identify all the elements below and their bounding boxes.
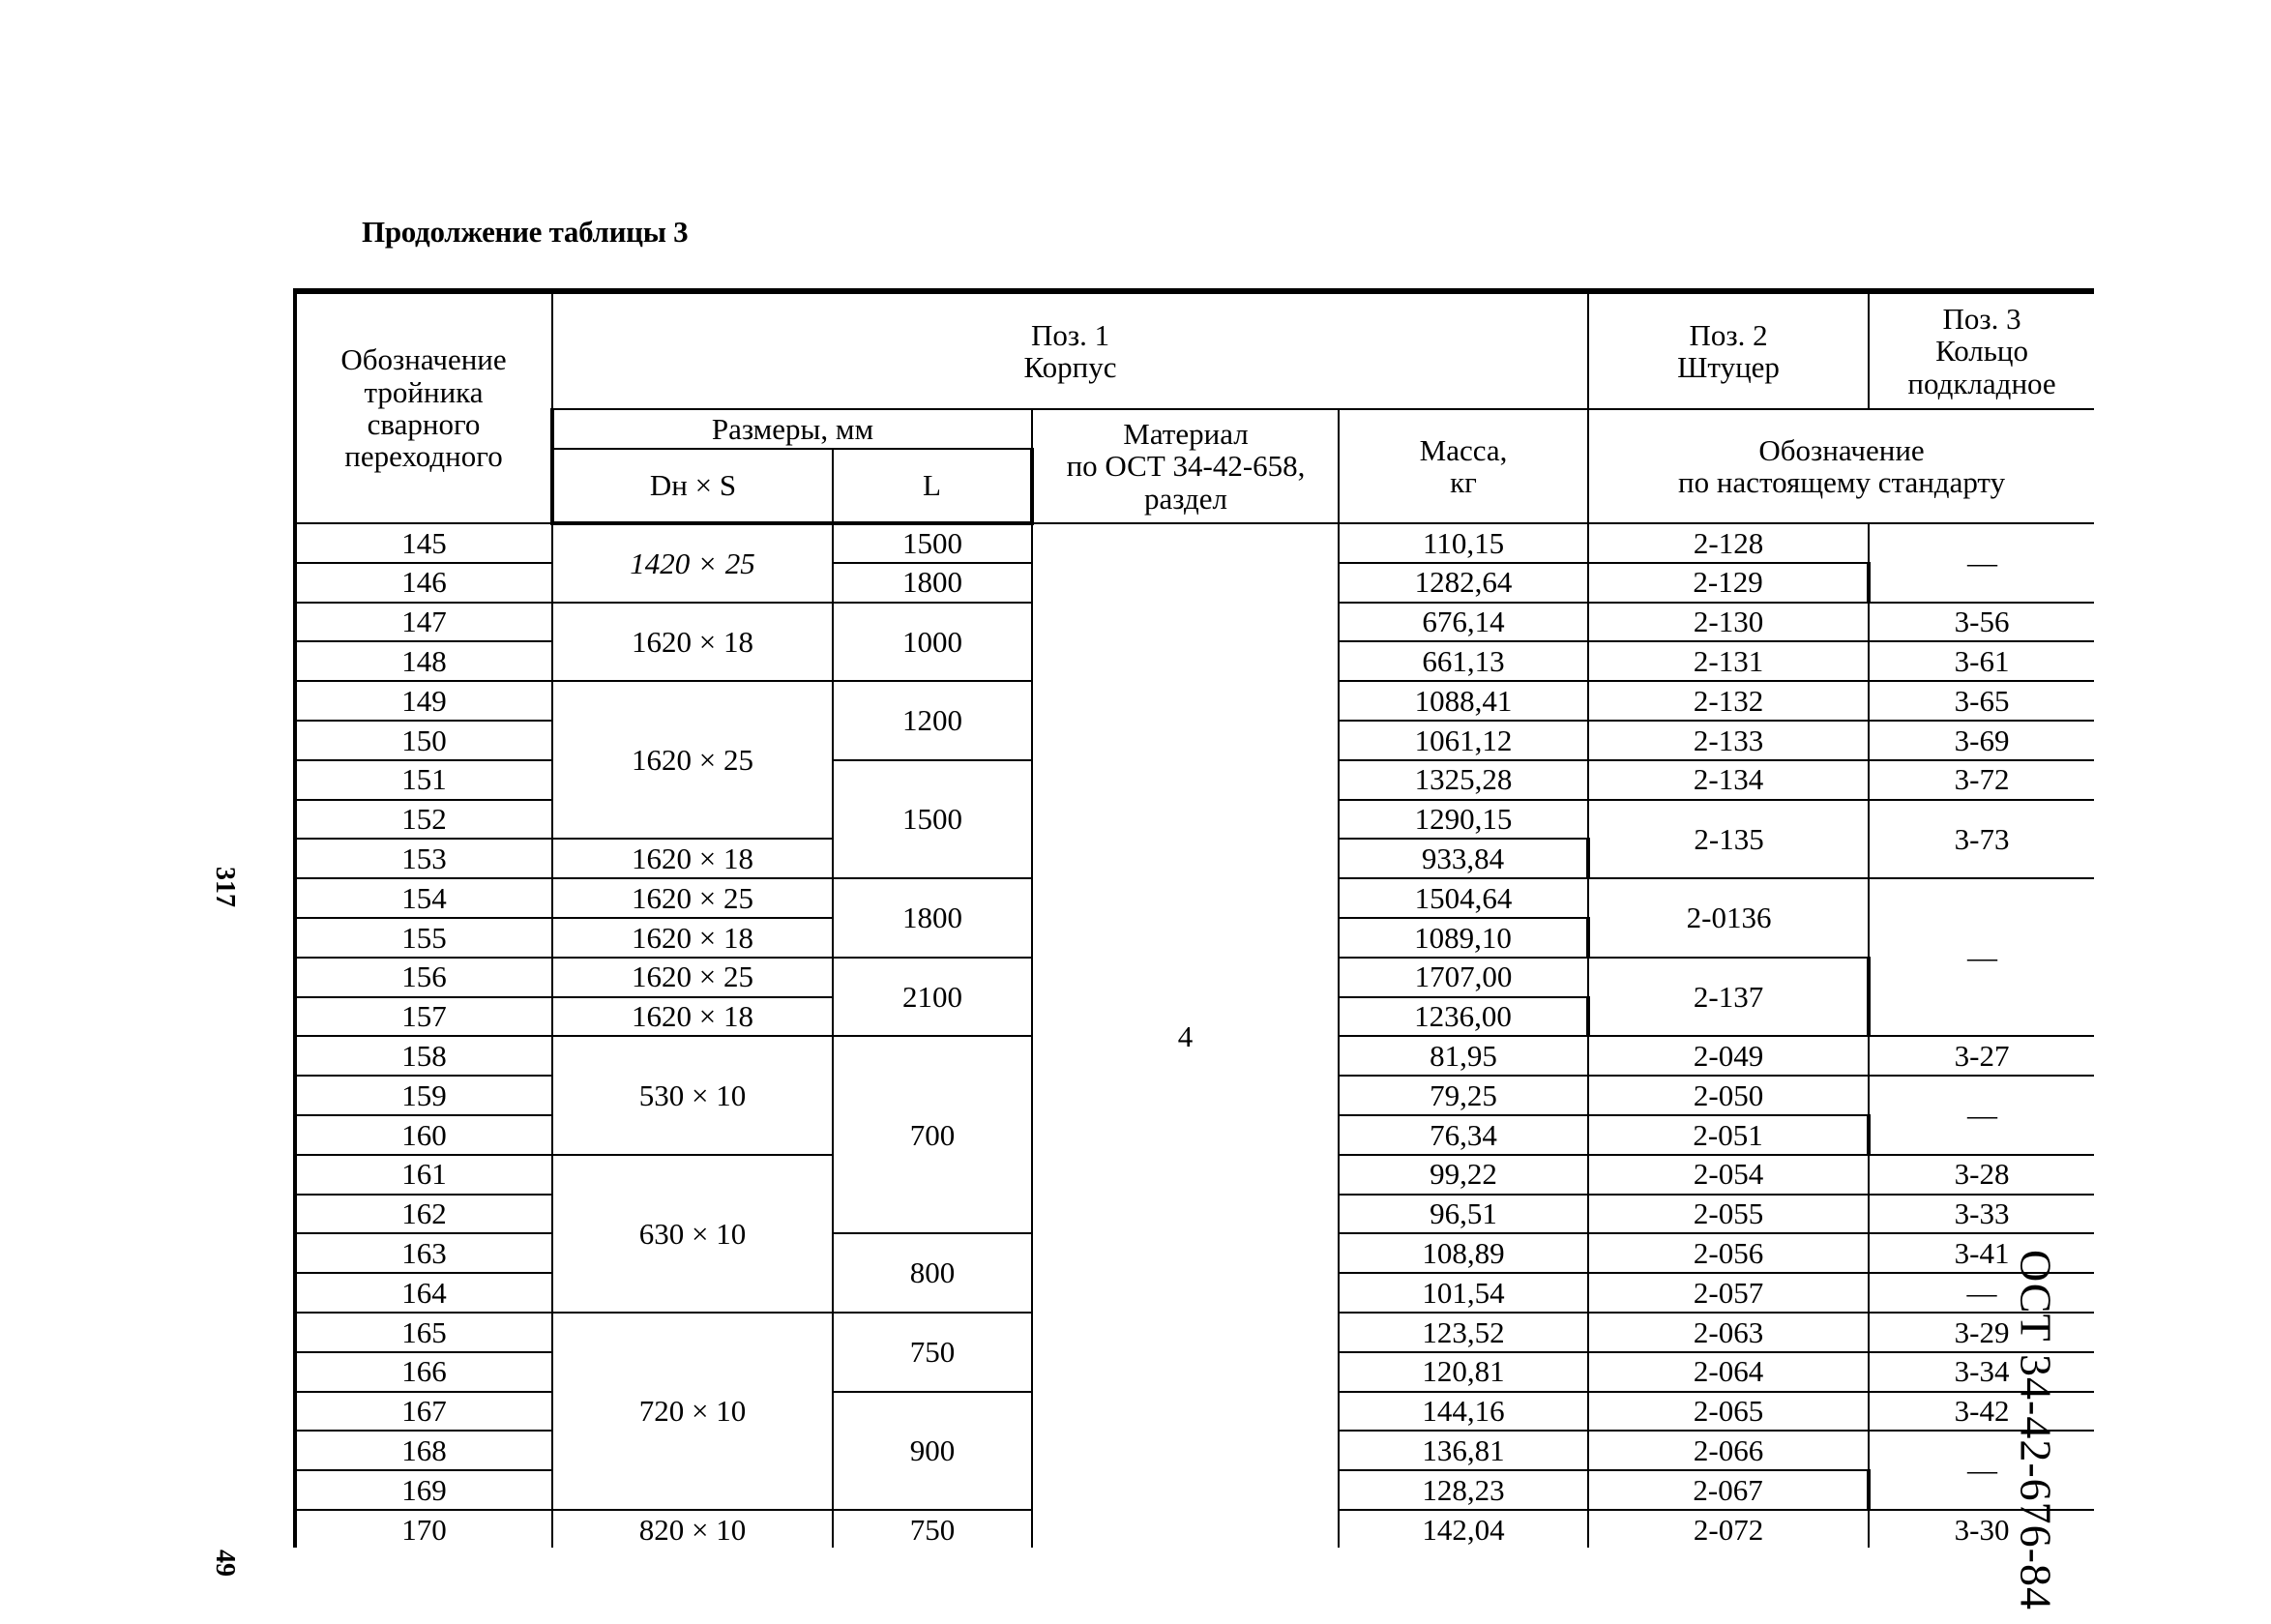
cell-designation: 166 <box>295 1352 552 1392</box>
cell-mass: 76,34 <box>1339 1115 1588 1155</box>
page-number-upper: 317 <box>210 867 240 907</box>
cell-designation: 154 <box>295 878 552 918</box>
cell-pos3: 3-69 <box>1869 721 2094 760</box>
cell-mass: 142,04 <box>1339 1510 1588 1548</box>
header-pos1: Поз. 1 Корпус <box>552 293 1588 409</box>
page-number-lower: 49 <box>210 1550 240 1577</box>
cell-designation: 150 <box>295 721 552 760</box>
cell-pos3: — <box>1869 523 2094 603</box>
cell-pos2: 2-132 <box>1588 681 1869 721</box>
cell-pos3: 3-34 <box>1869 1352 2094 1392</box>
spec-table-container <box>293 288 2094 1548</box>
cell-mass: 96,51 <box>1339 1195 1588 1234</box>
cell-pos2: 2-055 <box>1588 1195 1869 1234</box>
table-caption: Продолжение таблицы 3 <box>362 215 689 249</box>
cell-pos3: 3-30 <box>1869 1510 2094 1548</box>
cell-dn-s: 1620 × 18 <box>552 603 833 682</box>
cell-designation: 165 <box>295 1313 552 1352</box>
cell-pos2: 2-049 <box>1588 1036 1869 1076</box>
cell-pos3: 3-56 <box>1869 603 2094 642</box>
cell-designation: 167 <box>295 1392 552 1432</box>
cell-designation: 161 <box>295 1155 552 1195</box>
cell-dn-s: 1620 × 18 <box>552 839 833 878</box>
cell-mass: 1282,64 <box>1339 563 1588 603</box>
cell-mass: 110,15 <box>1339 523 1588 563</box>
cell-pos2: 2-066 <box>1588 1431 1869 1470</box>
cell-pos3: 3-72 <box>1869 760 2094 800</box>
cell-mass: 1504,64 <box>1339 878 1588 918</box>
cell-mass: 933,84 <box>1339 839 1588 878</box>
cell-mass: 1061,12 <box>1339 721 1588 760</box>
cell-l: 1200 <box>833 681 1032 760</box>
cell-mass: 1088,41 <box>1339 681 1588 721</box>
cell-l: 1500 <box>833 523 1032 563</box>
cell-pos2: 2-051 <box>1588 1115 1869 1155</box>
cell-pos2: 2-137 <box>1588 958 1869 1037</box>
cell-l: 1500 <box>833 760 1032 878</box>
cell-pos3: — <box>1869 1076 2094 1155</box>
cell-dn-s: 1620 × 25 <box>552 681 833 839</box>
cell-pos3: 3-73 <box>1869 800 2094 879</box>
cell-mass: 123,52 <box>1339 1313 1588 1352</box>
cell-mass: 79,25 <box>1339 1076 1588 1115</box>
cell-pos2: 2-064 <box>1588 1352 1869 1392</box>
standard-code: ОСТ 34-42-676-84 <box>2011 1249 2061 1611</box>
cell-designation: 148 <box>295 641 552 681</box>
cell-pos2: 2-128 <box>1588 523 1869 563</box>
cell-l: 2100 <box>833 958 1032 1037</box>
cell-dn-s: 1620 × 25 <box>552 958 833 997</box>
cell-mass: 1236,00 <box>1339 997 1588 1037</box>
cell-l: 900 <box>833 1392 1032 1510</box>
cell-dn-s: 820 × 10 <box>552 1510 833 1548</box>
cell-designation: 158 <box>295 1036 552 1076</box>
cell-l: 1000 <box>833 603 1032 682</box>
cell-mass: 1290,15 <box>1339 800 1588 840</box>
cell-dn-s: 1620 × 18 <box>552 997 833 1037</box>
cell-designation: 149 <box>295 681 552 721</box>
cell-pos3: 3-42 <box>1869 1392 2094 1432</box>
cell-mass: 128,23 <box>1339 1470 1588 1510</box>
cell-designation: 164 <box>295 1273 552 1313</box>
header-std-designation: Обозначение по настоящему стандарту <box>1588 409 2094 523</box>
cell-designation: 168 <box>295 1431 552 1470</box>
cell-pos2: 2-131 <box>1588 641 1869 681</box>
cell-mass: 661,13 <box>1339 641 1588 681</box>
cell-mass: 1325,28 <box>1339 760 1588 800</box>
cell-designation: 170 <box>295 1510 552 1548</box>
cell-mass: 136,81 <box>1339 1431 1588 1470</box>
cell-pos2: 2-133 <box>1588 721 1869 760</box>
cell-designation: 155 <box>295 918 552 958</box>
cell-l: 700 <box>833 1036 1032 1233</box>
header-pos2: Поз. 2 Штуцер <box>1588 293 1869 409</box>
cell-pos2: 2-129 <box>1588 563 1869 603</box>
cell-designation: 163 <box>295 1233 552 1273</box>
cell-pos2: 2-130 <box>1588 603 1869 642</box>
cell-pos3: 3-61 <box>1869 641 2094 681</box>
spec-table <box>293 292 2094 1548</box>
cell-pos3: 3-41 <box>1869 1233 2094 1273</box>
cell-designation: 153 <box>295 839 552 878</box>
cell-mass: 120,81 <box>1339 1352 1588 1392</box>
cell-pos3: 3-28 <box>1869 1155 2094 1195</box>
cell-pos3: 3-65 <box>1869 681 2094 721</box>
cell-pos3: — <box>1869 1431 2094 1510</box>
cell-designation: 145 <box>295 523 552 563</box>
cell-dn-s: 1620 × 18 <box>552 918 833 958</box>
cell-dn-s: 630 × 10 <box>552 1155 833 1313</box>
cell-pos3: — <box>1869 878 2094 1036</box>
header-pos3: Поз. 3 Кольцо подкладное <box>1869 293 2094 409</box>
cell-mass: 101,54 <box>1339 1273 1588 1313</box>
cell-mass: 81,95 <box>1339 1036 1588 1076</box>
cell-dn-s: 1620 × 25 <box>552 878 833 918</box>
header-material: Материал по ОСТ 34-42-658, раздел <box>1032 409 1339 523</box>
cell-l: 800 <box>833 1233 1032 1313</box>
cell-designation: 169 <box>295 1470 552 1510</box>
cell-pos2: 2-072 <box>1588 1510 1869 1548</box>
header-mass: Масса, кг <box>1339 409 1588 523</box>
cell-mass: 144,16 <box>1339 1392 1588 1432</box>
cell-pos2: 2-0136 <box>1588 878 1869 958</box>
cell-pos2: 2-134 <box>1588 760 1869 800</box>
cell-l: 1800 <box>833 878 1032 958</box>
cell-pos2: 2-063 <box>1588 1313 1869 1352</box>
cell-designation: 160 <box>295 1115 552 1155</box>
header-designation: Обозначение тройника сварного переходного <box>295 293 552 523</box>
cell-material: 4 <box>1032 523 1339 1548</box>
cell-designation: 156 <box>295 958 552 997</box>
cell-dn-s: 1420 × 25 <box>552 523 833 603</box>
cell-mass: 99,22 <box>1339 1155 1588 1195</box>
cell-pos2: 2-135 <box>1588 800 1869 879</box>
cell-pos3: 3-27 <box>1869 1036 2094 1076</box>
header-sizes: Размеры, мм <box>552 409 1032 449</box>
cell-pos2: 2-057 <box>1588 1273 1869 1313</box>
cell-designation: 162 <box>295 1195 552 1234</box>
header-l: L <box>833 449 1032 523</box>
cell-mass: 676,14 <box>1339 603 1588 642</box>
cell-pos3: 3-29 <box>1869 1313 2094 1352</box>
cell-designation: 147 <box>295 603 552 642</box>
cell-l: 750 <box>833 1313 1032 1392</box>
cell-mass: 1707,00 <box>1339 958 1588 997</box>
cell-designation: 157 <box>295 997 552 1037</box>
cell-pos2: 2-065 <box>1588 1392 1869 1432</box>
cell-designation: 151 <box>295 760 552 800</box>
cell-designation: 152 <box>295 800 552 840</box>
cell-mass: 1089,10 <box>1339 918 1588 958</box>
header-dn-s: Dн × S <box>552 449 833 523</box>
cell-dn-s: 530 × 10 <box>552 1036 833 1154</box>
cell-pos2: 2-056 <box>1588 1233 1869 1273</box>
cell-l: 1800 <box>833 563 1032 603</box>
cell-mass: 108,89 <box>1339 1233 1588 1273</box>
cell-pos2: 2-050 <box>1588 1076 1869 1115</box>
cell-designation: 159 <box>295 1076 552 1115</box>
cell-pos2: 2-054 <box>1588 1155 1869 1195</box>
cell-dn-s: 720 × 10 <box>552 1313 833 1510</box>
cell-l: 750 <box>833 1510 1032 1548</box>
cell-pos3: 3-33 <box>1869 1195 2094 1234</box>
cell-designation: 146 <box>295 563 552 603</box>
cell-pos2: 2-067 <box>1588 1470 1869 1510</box>
cell-pos3: — <box>1869 1273 2094 1313</box>
